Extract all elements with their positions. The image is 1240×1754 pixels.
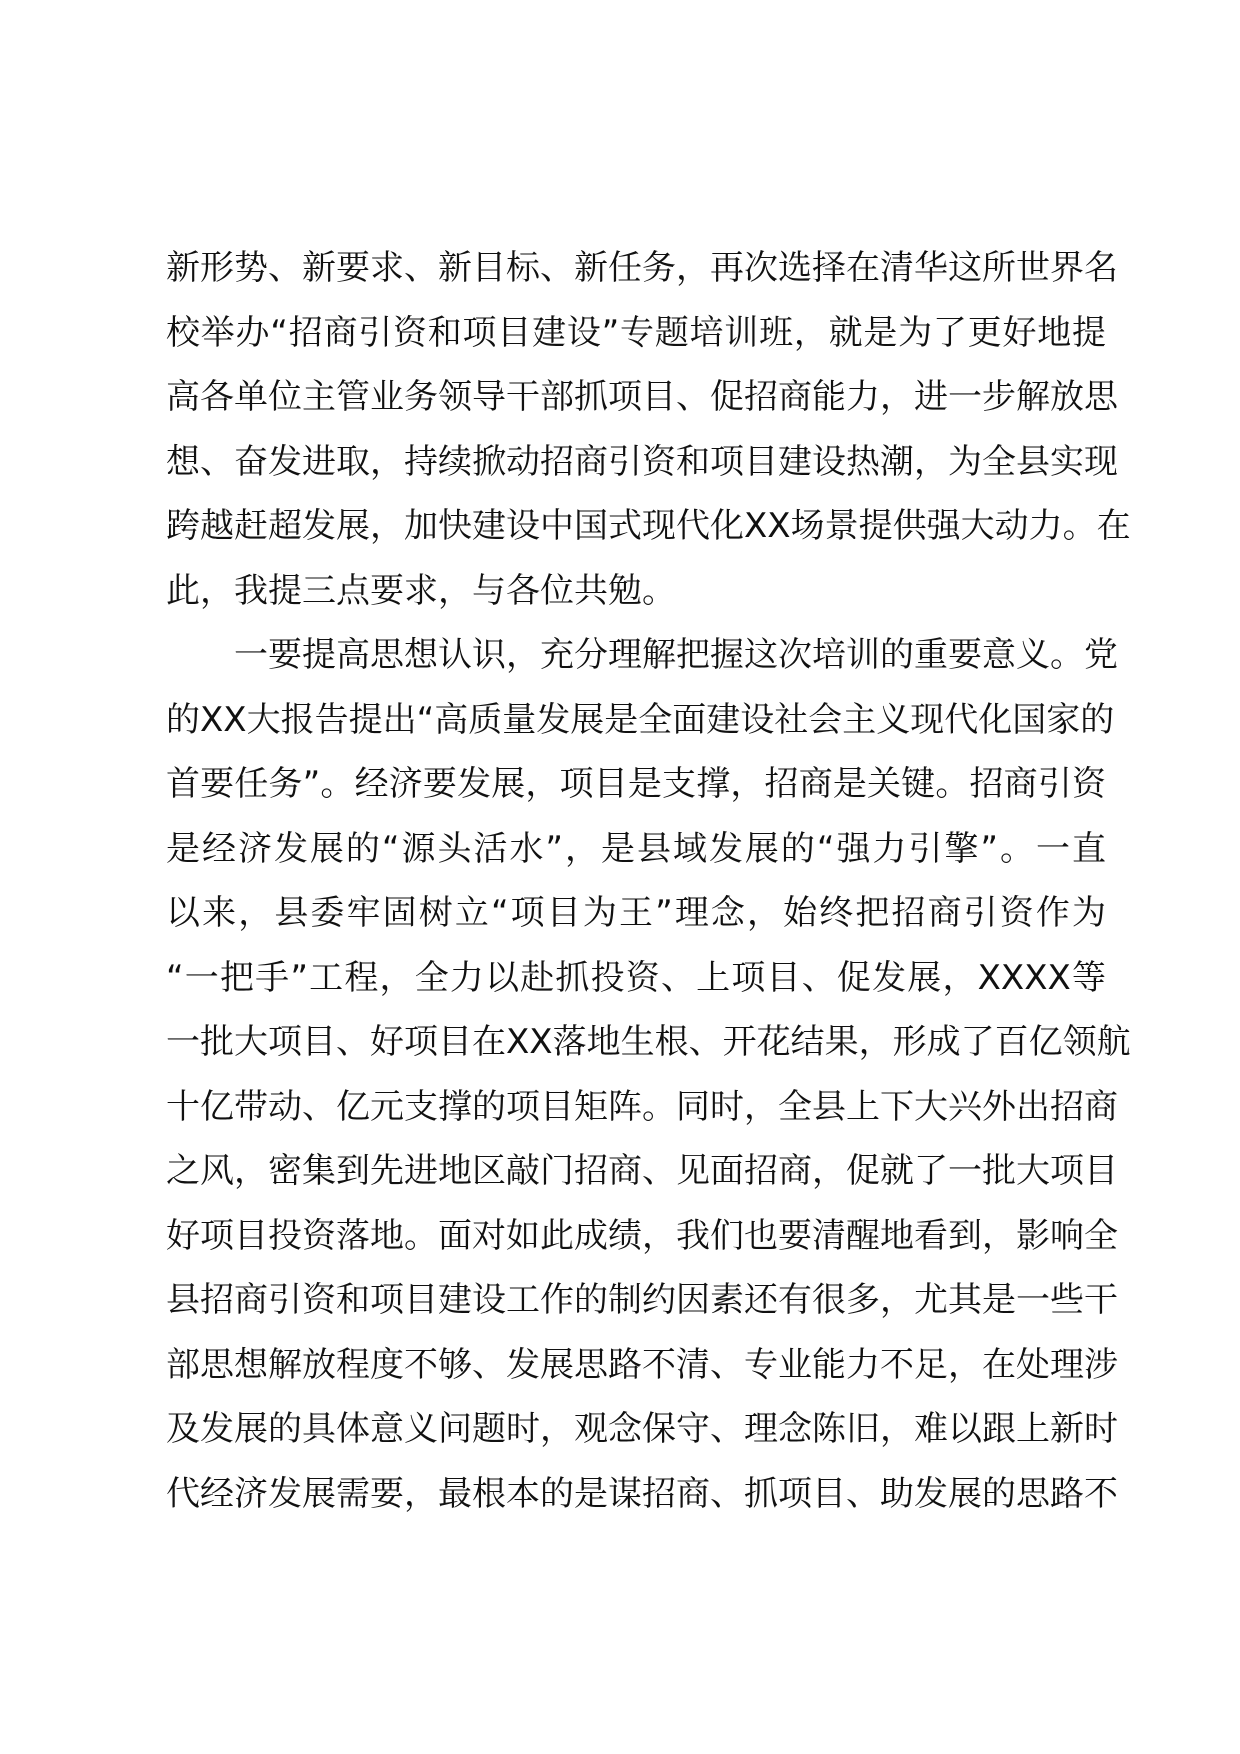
text-line: 一要提高思想认识，充分理解把握这次培训的重要意义。党 — [234, 635, 1118, 675]
text-line: 高各单位主管业务领导干部抓项目、促招商能力，进一步解放思 — [166, 377, 1118, 417]
text-line: 好项目投资落地。面对如此成绩，我们也要清醒地看到，影响全 — [166, 1215, 1118, 1256]
document-body — [166, 236, 1131, 1526]
text-line: 及发展的具体意义问题时，观念保守、理念陈旧，难以跟上新时 — [166, 1409, 1118, 1449]
text-line: 此，我提三点要求，与各位共勉。 — [166, 570, 676, 611]
text-line: 新形势、新要求、新目标、新任务，再次选择在清华这所世界名 — [166, 248, 1118, 288]
text-line: 是经济发展的“源头活水”，是县域发展的“强力引擎”。一直 — [166, 828, 1106, 869]
text-line: 县招商引资和项目建设工作的制约因素还有很多，尤其是一些干 — [166, 1280, 1118, 1320]
text-line: 跨越赶超发展，加快建设中国式现代化XX场景提供强大动力。在 — [166, 506, 1131, 546]
text-line: 之风，密集到先进地区敲门招商、见面招商，促就了一批大项目 — [166, 1151, 1118, 1191]
text-line: “一把手”工程，全力以赴抓投资、上项目、促发展，XXXX等 — [166, 957, 1106, 998]
paragraph — [166, 236, 1131, 623]
text-line: 想、奋发进取，持续掀动招商引资和项目建设热潮，为全县实现 — [166, 441, 1118, 482]
text-line: 首要任务”。经济要发展，项目是支撑，招商是关键。招商引资 — [166, 764, 1106, 804]
text-line: 十亿带动、亿元支撑的项目矩阵。同时，全县上下大兴外出招商 — [166, 1086, 1118, 1127]
text-line: 校举办“招商引资和项目建设”专题培训班，就是为了更好地提 — [166, 312, 1106, 353]
text-line: 代经济发展需要，最根本的是谋招商、抓项目、助发展的思路不 — [166, 1473, 1118, 1514]
text-line: 以来，县委牢固树立“项目为王”理念，始终把招商引资作为 — [166, 893, 1106, 933]
paragraph — [166, 623, 1131, 1526]
text-line: 的XX大报告提出“高质量发展是全面建设社会主义现代化国家的 — [166, 699, 1115, 740]
text-line: 部思想解放程度不够、发展思路不清、专业能力不足，在处理涉 — [166, 1344, 1118, 1385]
text-line: 一批大项目、好项目在XX落地生根、开花结果，形成了百亿领航 — [166, 1022, 1131, 1062]
